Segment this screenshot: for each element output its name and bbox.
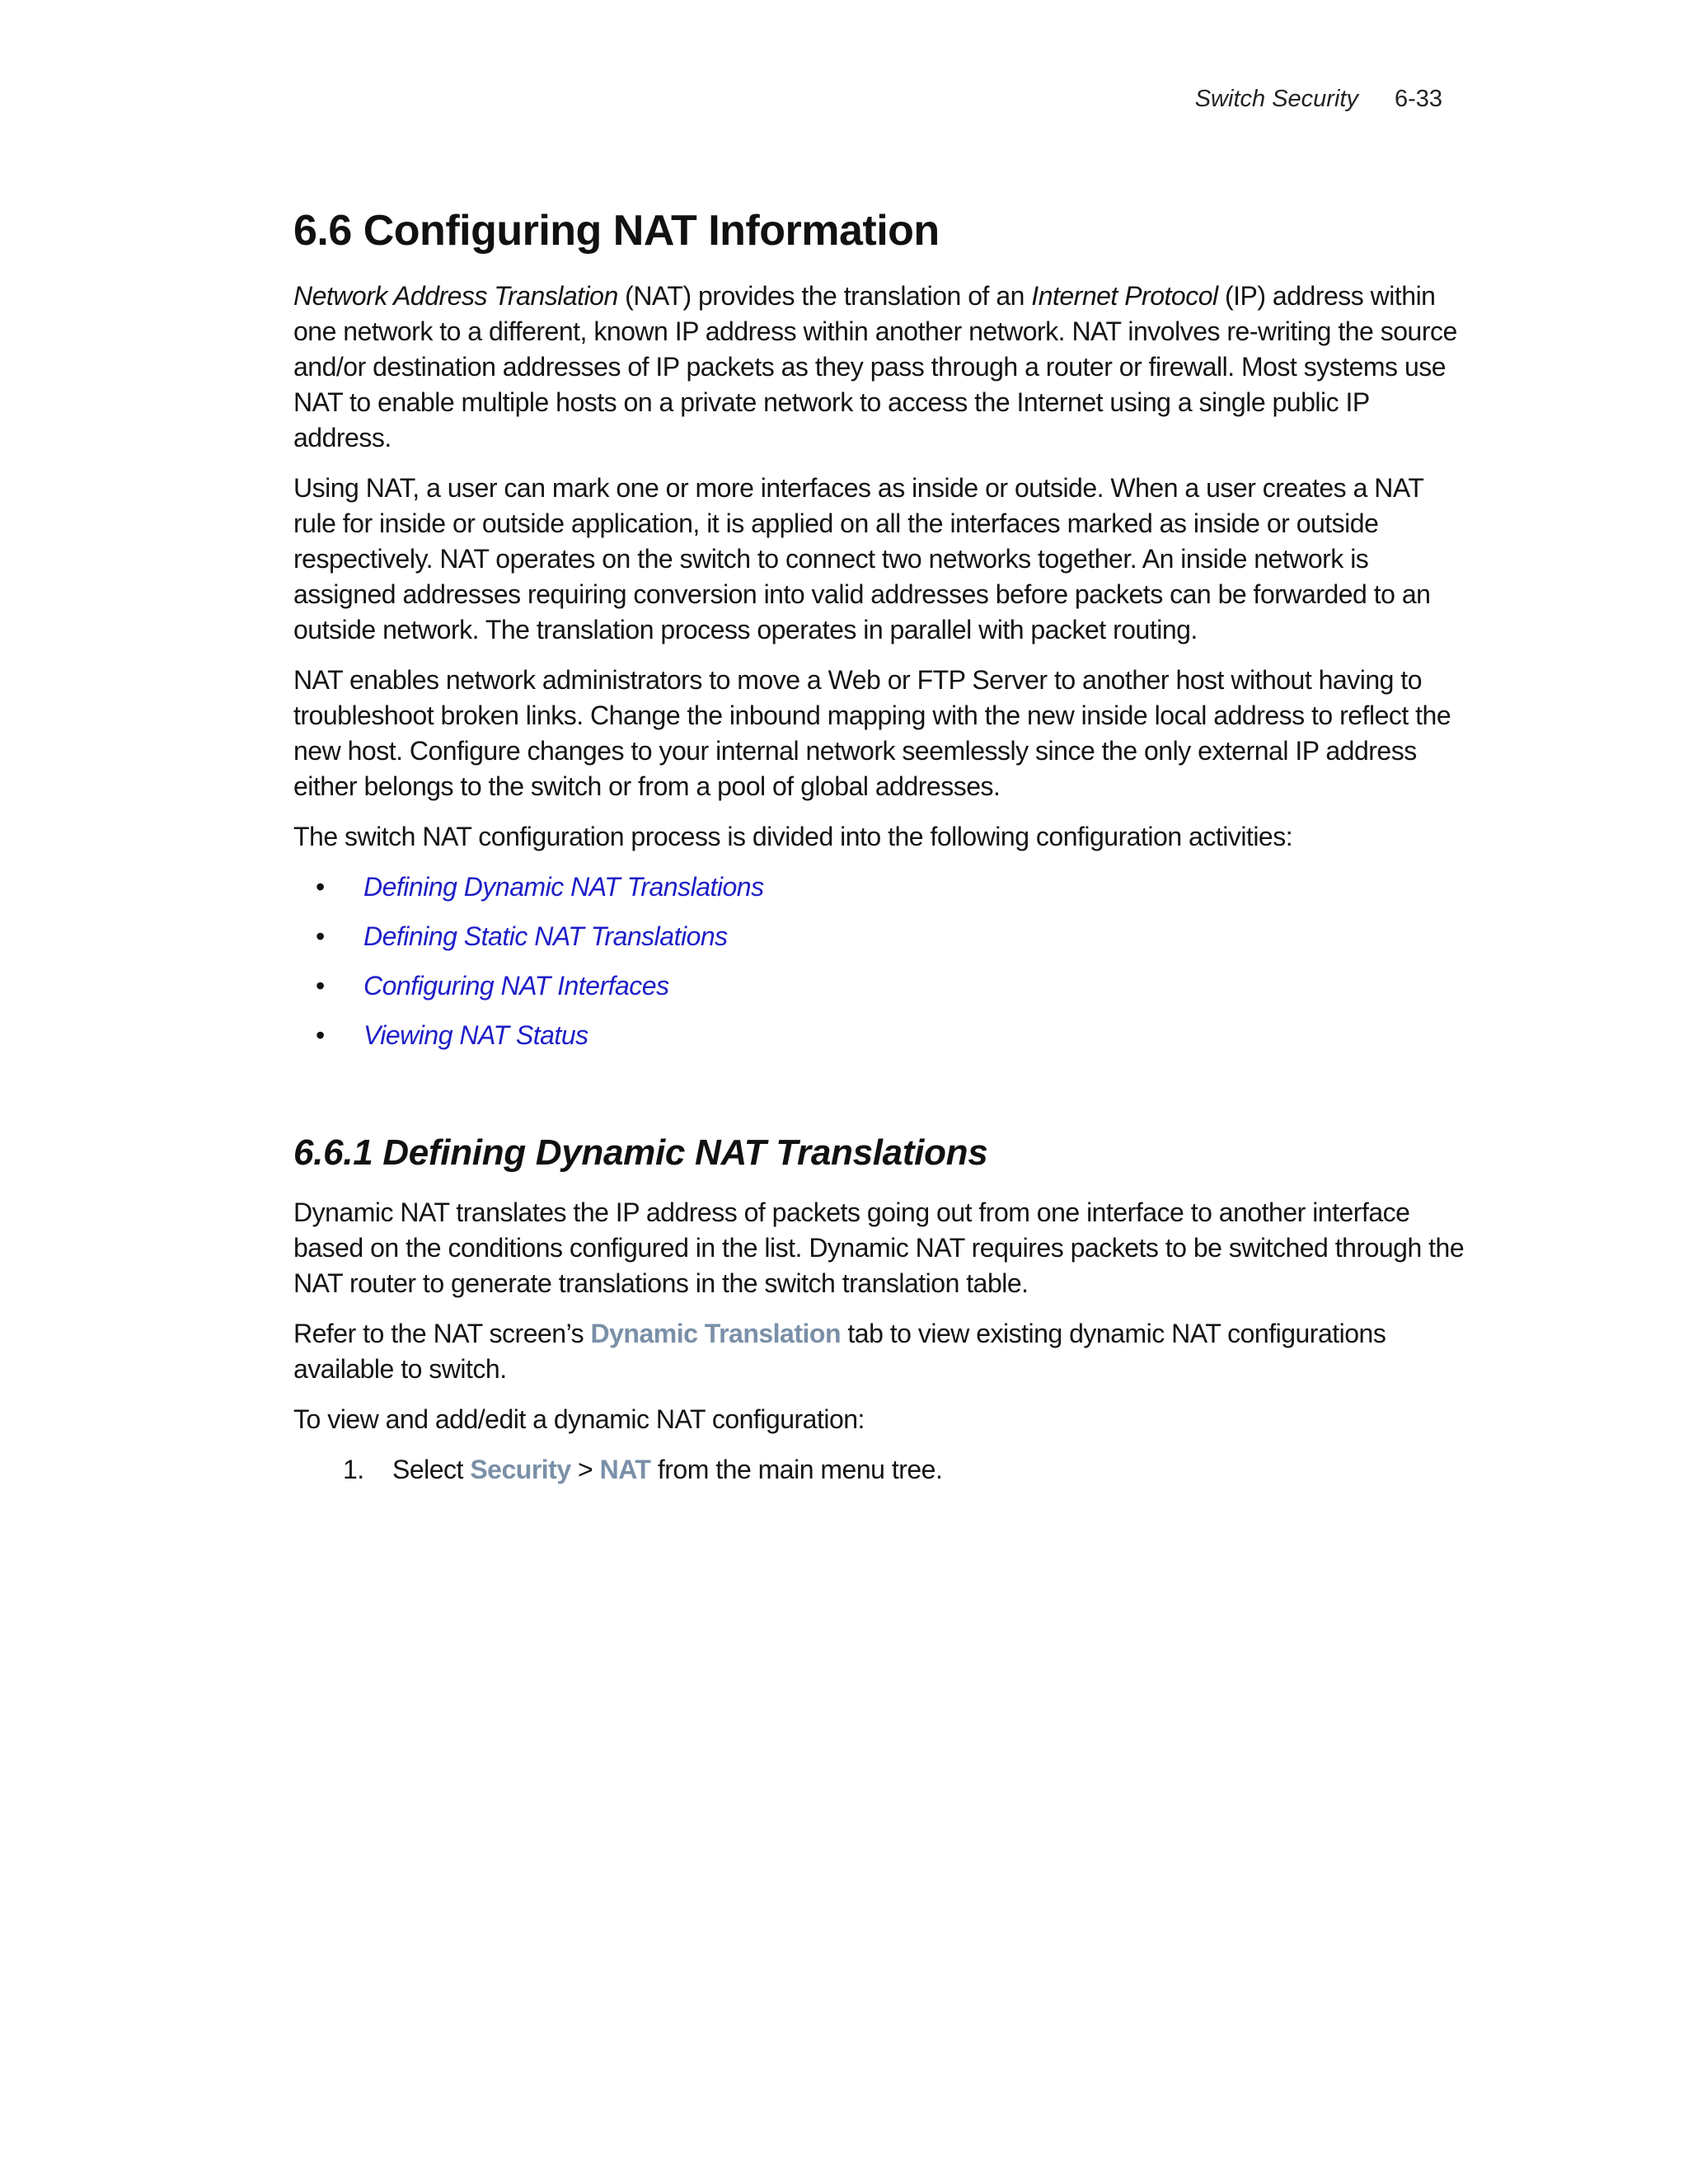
subsection-heading: 6.6.1 Defining Dynamic NAT Translations (293, 1132, 988, 1173)
page-header (1195, 86, 1442, 113)
intro-paragraph: Network Address Translation (NAT) provides the translation of an Internet Protocol (IP) address within one network to a different, known IP address within another network. NAT involves re-writing the source and/or destination addresses of IP packets as they pass through a router or firewall. Most systems use NAT to enable multiple hosts on a private network to access the Internet using a single public IP address. (293, 281, 1457, 452)
activities-intro-paragraph: The switch NAT configuration process is divided into the following configuration activities: (293, 822, 1293, 851)
activity-list (293, 869, 1472, 1053)
list-item (293, 919, 1472, 954)
dynamic-translation-tab-label: Dynamic Translation (590, 1319, 841, 1348)
bullet-icon: • (316, 921, 325, 951)
link-nat-interfaces[interactable]: Configuring NAT Interfaces (363, 971, 669, 1001)
nat-inside-outside-paragraph: Using NAT, a user can mark one or more interfaces as inside or outside. When a user creates a NAT rule for inside or outside application, it is applied on all the interfaces marked as inside or outside respectively. NAT operates on the switch to connect two networks together. An inside network is assigned addresses requiring conversion into valid addresses before packets can be forwarded to an outside network. The translation process operates in parallel with packet routing. (293, 473, 1431, 644)
term-nat: Network Address Translation (293, 281, 618, 311)
step-number: 1. (343, 1455, 364, 1484)
section-heading: 6.6 Configuring NAT Information (293, 207, 940, 255)
document-body (293, 206, 1472, 1488)
dynamic-translation-tab-paragraph: Refer to the NAT screen’s Dynamic Translation tab to view existing dynamic NAT configurations available to switch. (293, 1319, 1386, 1384)
page-number: 6-33 (1394, 86, 1442, 112)
bullet-icon: • (316, 872, 325, 902)
link-static-nat[interactable]: Defining Static NAT Translations (363, 921, 728, 951)
running-header-section: Switch Security (1194, 86, 1358, 112)
list-item (293, 1018, 1472, 1053)
procedure-steps (293, 1452, 1472, 1488)
list-item (293, 869, 1472, 905)
nat-admin-paragraph: NAT enables network administrators to move a Web or FTP Server to another host without having to troubleshoot broken links. Change the inbound mapping with the new inside local address to reflect the new host. Configure changes to your internal network seemlessly since the only external IP address either belongs to the switch or from a pool of global addresses. (293, 665, 1451, 801)
link-nat-status[interactable]: Viewing NAT Status (363, 1020, 588, 1050)
term-ip: Internet Protocol (1031, 281, 1218, 311)
step-item: 1. Select Security > NAT from the main menu tree. (293, 1452, 1472, 1488)
link-dynamic-nat[interactable]: Defining Dynamic NAT Translations (363, 872, 764, 902)
bullet-icon: • (316, 1020, 325, 1050)
menu-nat-label: NAT (599, 1455, 651, 1484)
list-item (293, 968, 1472, 1004)
procedure-intro-paragraph: To view and add/edit a dynamic NAT configuration: (293, 1404, 865, 1434)
dynamic-nat-paragraph: Dynamic NAT translates the IP address of packets going out from one interface to another interface based on the conditions configured in the list. Dynamic NAT requires packets to be switched through the NAT router to generate translations in the switch translation table. (293, 1197, 1465, 1298)
bullet-icon: • (316, 971, 325, 1001)
menu-security-label: Security (470, 1455, 571, 1484)
